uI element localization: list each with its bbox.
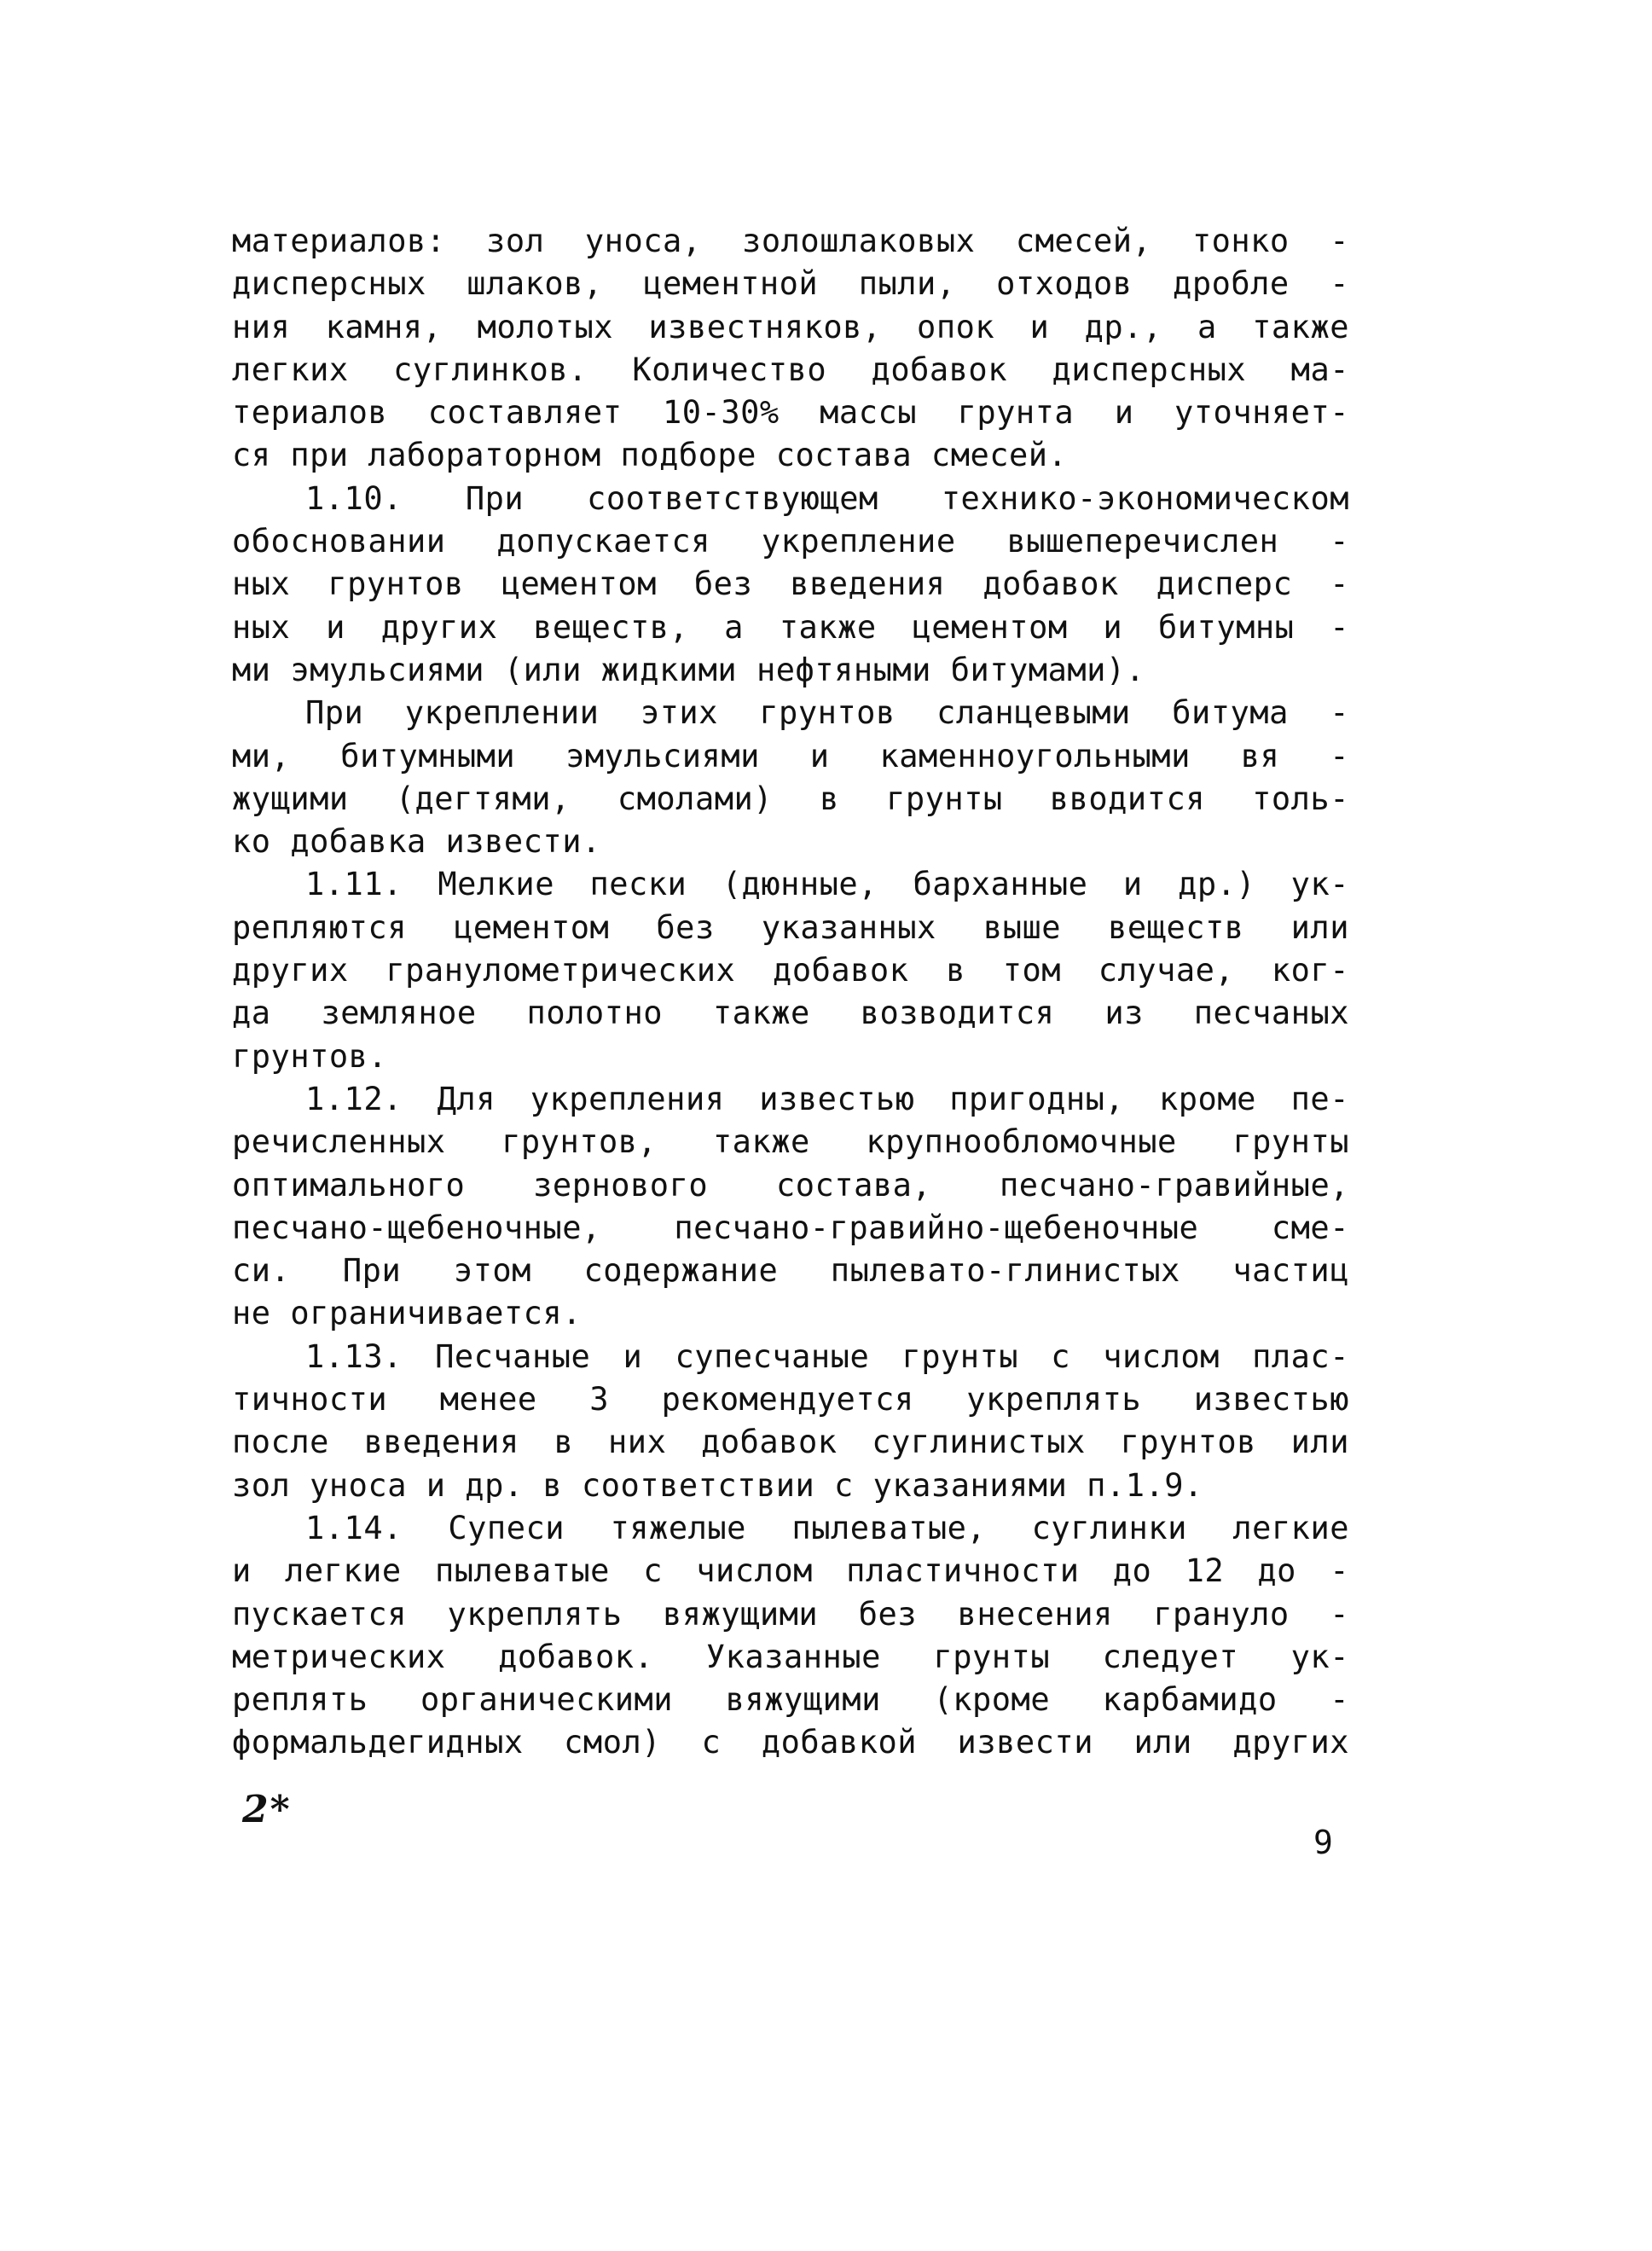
paragraph-1-12-start: 1.12. Для укрепления известью пригодны, кроме пе- <box>305 1080 1349 1117</box>
text-line: материалов: зол уноса, золошлаковых смесей, тонко - <box>232 223 1349 259</box>
text-line: репляются цементом без указанных выше веществ или <box>232 908 1349 946</box>
text-line: териалов составляет 10-30% массы грунта и уточняет- <box>232 394 1349 432</box>
page-number: 9 <box>1313 1824 1333 1861</box>
body-text <box>232 220 1349 1765</box>
paragraph-1-10-start: 1.10. При соответствующем технико-экономическом <box>305 479 1349 517</box>
text-line: да земляное полотно также возводится из песчаных <box>232 995 1349 1032</box>
text-line: обосновании допускается укрепление вышеперечислен - <box>232 523 1349 560</box>
text-line: не ограничивается. <box>232 1295 582 1332</box>
text-line: пускается укреплять вяжущими без внесения грануло - <box>232 1595 1349 1633</box>
text-line: ми эмульсиями (или жидкими нефтяными битумами). <box>232 651 1145 688</box>
text-line: грунтов. <box>232 1037 388 1075</box>
text-line: песчано-щебеночные, песчано-гравийно-щебеночные сме- <box>232 1209 1349 1246</box>
text-line: формальдегидных смол) с добавкой извести или других <box>232 1724 1349 1761</box>
paragraph-1-13-start: 1.13. Песчаные и супесчаные грунты с числом плас- <box>305 1337 1349 1375</box>
text-line: ных грунтов цементом без введения добавок дисперс - <box>232 566 1349 603</box>
text-line: ся при лабораторном подборе состава смесей. <box>232 437 1068 474</box>
text-line: и легкие пылеватые с числом пластичности до 12 до - <box>232 1552 1349 1590</box>
text-line: оптимального зернового состава, песчано-гравийные, <box>232 1166 1349 1204</box>
text-line: ко добавка извести. <box>232 823 601 861</box>
text-line: легких суглинков. Количество добавок дисперсных ма- <box>232 351 1349 388</box>
text-line: дисперсных шлаков, цементной пыли, отходов дробле - <box>232 265 1349 303</box>
signature-mark: 2* <box>242 1788 292 1831</box>
text-line: после введения в них добавок суглинистых грунтов или <box>232 1424 1349 1461</box>
text-line: метрических добавок. Указанные грунты следует ук- <box>232 1638 1349 1675</box>
text-line: зол уноса и др. в соответствии с указаниями п.1.9. <box>232 1466 1203 1504</box>
paragraph-1-14-start: 1.14. Супеси тяжелые пылеватые, суглинки легкие <box>305 1509 1349 1546</box>
text-line: си. При этом содержание пылевато-глинистых частиц <box>232 1252 1349 1290</box>
text-line: ми, битумными эмульсиями и каменноугольными вя - <box>232 737 1349 775</box>
text-line: тичности менее 3 рекомендуется укреплять известью <box>232 1381 1349 1418</box>
text-line: реплять органическими вяжущими (кроме карбамидо - <box>232 1681 1349 1719</box>
text-line: речисленных грунтов, также крупнообломочные грунты <box>232 1123 1349 1161</box>
paragraph-start: При укреплении этих грунтов сланцевыми битума - <box>305 694 1349 732</box>
paragraph-1-11-start: 1.11. Мелкие пески (дюнные, барханные и др.) ук- <box>305 866 1349 903</box>
text-line: ния камня, молотых известняков, опок и др., а также <box>232 308 1349 345</box>
text-line: других гранулометрических добавок в том случае, ког- <box>232 952 1349 989</box>
text-line: жущими (дегтями, смолами) в грунты вводится толь- <box>232 780 1349 817</box>
text-line: ных и других веществ, а также цементом и битумны - <box>232 608 1349 646</box>
